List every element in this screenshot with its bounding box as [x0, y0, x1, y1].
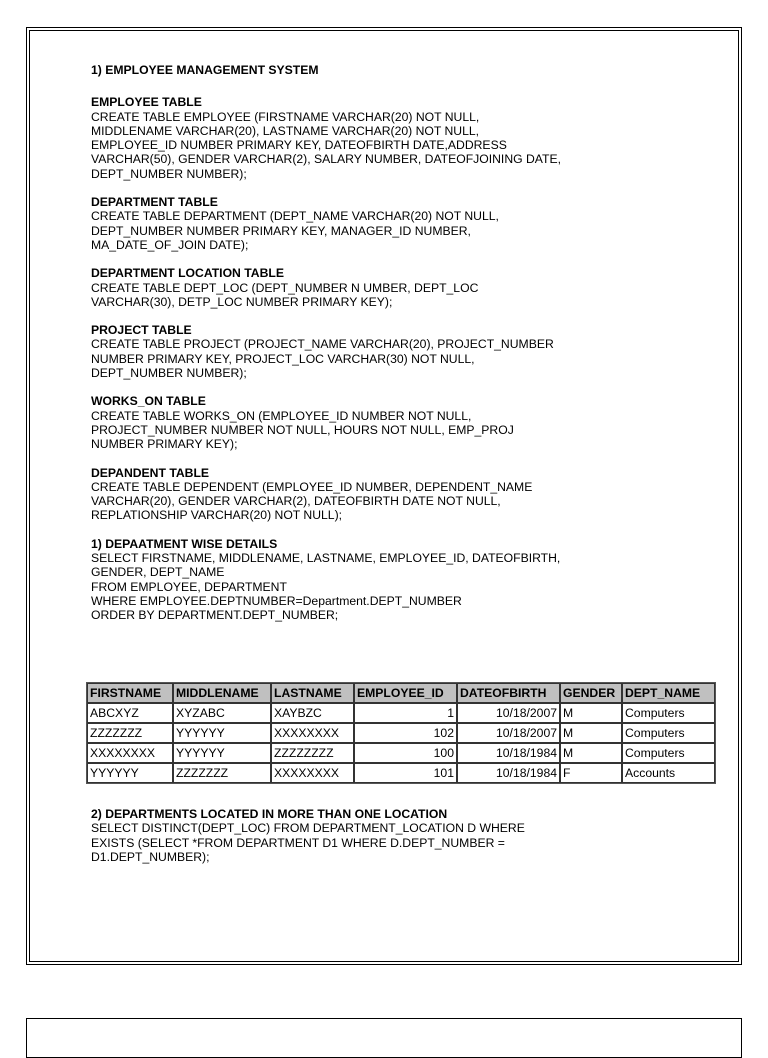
sql-line: MA_DATE_OF_JOIN DATE); — [91, 237, 249, 252]
sql-line: CREATE TABLE WORKS_ON (EMPLOYEE_ID NUMBER NOT NULL, — [91, 408, 472, 423]
section-department-location-table — [91, 266, 691, 309]
document-content — [91, 63, 691, 637]
sql-line: GENDER, DEPT_NAME — [91, 565, 225, 580]
section-dependent-table — [91, 466, 691, 523]
table-cell: 10/18/1984 — [457, 763, 560, 783]
next-document-page — [26, 1018, 742, 1058]
table-cell: M — [560, 723, 622, 743]
sql-line: DEPT_NUMBER NUMBER PRIMARY KEY, MANAGER_ID NUMBER, — [91, 223, 471, 238]
column-header: MIDDLENAME — [173, 683, 271, 703]
table-cell: XXXXXXXX — [271, 763, 354, 783]
column-header: EMPLOYEE_ID — [354, 683, 457, 703]
sql-line: MIDDLENAME VARCHAR(20), LASTNAME VARCHAR(20) NOT NULL, — [91, 123, 480, 138]
sql-line: CREATE TABLE DEPARTMENT (DEPT_NAME VARCHAR(20) NOT NULL, — [91, 209, 499, 224]
sql-line: VARCHAR(50), GENDER VARCHAR(2), SALARY NUMBER, DATEOFJOINING DATE, — [91, 152, 561, 167]
section-heading: DEPARTMENT TABLE — [91, 195, 218, 210]
sql-line: PROJECT_NUMBER NUMBER NOT NULL, HOURS NOT NULL, EMP_PROJ — [91, 422, 514, 437]
sql-line: SELECT DISTINCT(DEPT_LOC) FROM DEPARTMENT_LOCATION D WHERE — [91, 821, 525, 836]
section-departments-multiple-locations — [91, 807, 691, 864]
sql-line: NUMBER PRIMARY KEY); — [91, 437, 238, 452]
sql-line: DEPT_NUMBER NUMBER); — [91, 166, 247, 181]
sql-line: NUMBER PRIMARY KEY, PROJECT_LOC VARCHAR(30) NOT NULL, — [91, 351, 475, 366]
document-title: 1) EMPLOYEE MANAGEMENT SYSTEM — [91, 63, 319, 77]
sql-line: CREATE TABLE DEPENDENT (EMPLOYEE_ID NUMBER, DEPENDENT_NAME — [91, 479, 533, 494]
section-heading: WORKS_ON TABLE — [91, 394, 206, 409]
table-cell: XAYBZC — [271, 703, 354, 723]
sql-line: SELECT FIRSTNAME, MIDDLENAME, LASTNAME, EMPLOYEE_ID, DATEOFBIRTH, — [91, 551, 561, 566]
table-cell: 10/18/1984 — [457, 743, 560, 763]
table-cell: 10/18/2007 — [457, 703, 560, 723]
section-heading: DEPANDENT TABLE — [91, 465, 210, 480]
table-cell: ZZZZZZZ — [87, 723, 173, 743]
section-project-table — [91, 323, 691, 380]
table-cell: 102 — [354, 723, 457, 743]
sql-line: ORDER BY DEPARTMENT.DEPT_NUMBER; — [91, 608, 339, 623]
table-cell: YYYYYY — [87, 763, 173, 783]
sql-line: DEPT_NUMBER NUMBER); — [91, 366, 247, 381]
column-header: FIRSTNAME — [87, 683, 173, 703]
table-cell: 101 — [354, 763, 457, 783]
table-cell: 100 — [354, 743, 457, 763]
table-row — [87, 703, 715, 723]
section-employee-table — [91, 95, 691, 181]
column-header: DEPT_NAME — [622, 683, 715, 703]
table-cell: 1 — [354, 703, 457, 723]
table-cell: Accounts — [622, 763, 715, 783]
sql-line: EMPLOYEE_ID NUMBER PRIMARY KEY, DATEOFBIRTH DATE,ADDRESS — [91, 138, 507, 153]
table-cell: 10/18/2007 — [457, 723, 560, 743]
query-result-table — [86, 682, 716, 784]
sql-line: WHERE EMPLOYEE.DEPTNUMBER=Department.DEPT_NUMBER — [91, 593, 462, 608]
section-heading: EMPLOYEE TABLE — [91, 95, 202, 110]
sql-line: VARCHAR(30), DETP_LOC NUMBER PRIMARY KEY); — [91, 294, 393, 309]
table-cell: ZZZZZZZ — [173, 763, 271, 783]
table-header-row — [87, 683, 715, 703]
column-header: LASTNAME — [271, 683, 354, 703]
table-cell: M — [560, 743, 622, 763]
table-row — [87, 763, 715, 783]
section-heading: DEPARTMENT LOCATION TABLE — [91, 266, 284, 281]
table-cell: XYZABC — [173, 703, 271, 723]
sql-line: REPLATIONSHIP VARCHAR(20) NOT NULL); — [91, 508, 343, 523]
sql-line: FROM EMPLOYEE, DEPARTMENT — [91, 579, 287, 594]
sql-line: D1.DEPT_NUMBER); — [91, 849, 210, 864]
table-cell: Computers — [622, 723, 715, 743]
section-department-wise-details — [91, 537, 691, 623]
table-row — [87, 743, 715, 763]
table-cell: XXXXXXXX — [271, 723, 354, 743]
column-header: GENDER — [560, 683, 622, 703]
sql-line: EXISTS (SELECT *FROM DEPARTMENT D1 WHERE D.DEPT_NUMBER = — [91, 835, 505, 850]
section-works-on-table — [91, 394, 691, 451]
table-cell: YYYYYY — [173, 743, 271, 763]
sql-line: CREATE TABLE EMPLOYEE (FIRSTNAME VARCHAR(20) NOT NULL, — [91, 109, 480, 124]
section-heading: PROJECT TABLE — [91, 323, 192, 338]
section-heading: 2) DEPARTMENTS LOCATED IN MORE THAN ONE LOCATION — [91, 807, 448, 821]
table-cell: Computers — [622, 703, 715, 723]
table-cell: ABCXYZ — [87, 703, 173, 723]
sql-line: VARCHAR(20), GENDER VARCHAR(2), DATEOFBIRTH DATE NOT NULL, — [91, 494, 501, 509]
sql-line: CREATE TABLE DEPT_LOC (DEPT_NUMBER N UMBER, DEPT_LOC — [91, 280, 479, 295]
section-heading: 1) DEPAATMENT WISE DETAILS — [91, 536, 278, 551]
sql-line: CREATE TABLE PROJECT (PROJECT_NAME VARCHAR(20), PROJECT_NUMBER — [91, 337, 554, 352]
table-row — [87, 723, 715, 743]
table-cell: M — [560, 703, 622, 723]
table-cell: Computers — [622, 743, 715, 763]
table-cell: F — [560, 763, 622, 783]
column-header: DATEOFBIRTH — [457, 683, 560, 703]
table-cell: XXXXXXXX — [87, 743, 173, 763]
table-cell: YYYYYY — [173, 723, 271, 743]
section-department-table — [91, 195, 691, 252]
table-cell: ZZZZZZZZ — [271, 743, 354, 763]
